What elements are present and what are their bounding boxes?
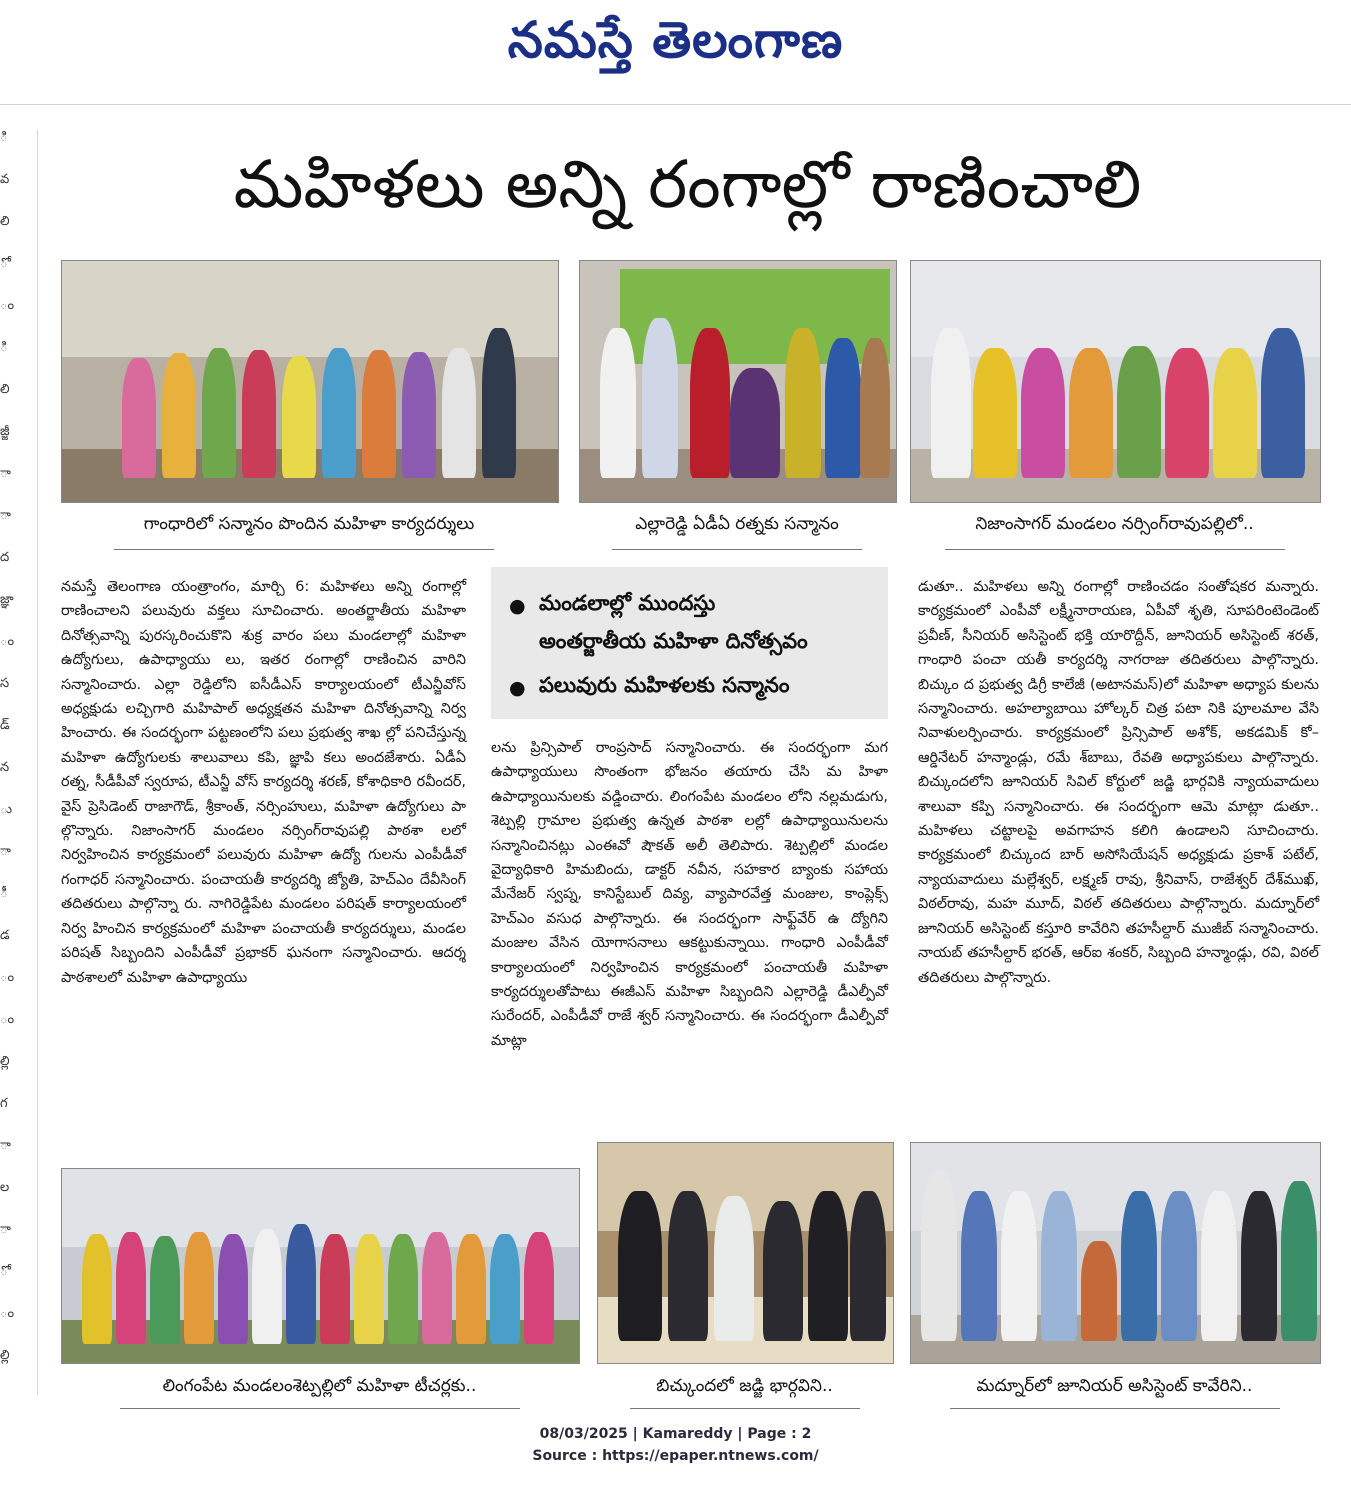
caption-bichkunda: బిచ్కుందలో జడ్జి భార్గవిని.. (656, 1376, 833, 1396)
masthead (0, 0, 1351, 105)
newspaper-title: నమస్తే తెలంగాణ (507, 10, 844, 69)
caption-rule (114, 549, 494, 550)
left-strip-adjacent-column (0, 130, 18, 1390)
photo-gandhari (61, 260, 559, 503)
left-strip-fragment: ా (0, 1138, 11, 1153)
highlight-line: అంతర్జాతీయ మహిళా దినోత్సవం (539, 629, 808, 653)
caption-nizamsagar: నిజాంసాగర్ మండలం నర్సింగ్‌రావుపల్లిలో.. (975, 514, 1254, 534)
left-strip-fragment: ం (0, 634, 15, 649)
left-strip-fragment: ు (0, 802, 13, 817)
photo-nizamsagar (910, 260, 1321, 503)
photo-ellareddy (579, 260, 897, 503)
headline: మహిళలు అన్ని రంగాల్లో రాణించాలి (233, 146, 1142, 223)
left-strip-fragment: లి (0, 214, 10, 229)
left-strip-fragment: స (0, 676, 10, 691)
left-strip-fragment: ద (0, 550, 10, 565)
caption-madnoor: మద్నూర్‌లో జూనియర్ అసిస్టెంట్ కావేరిని.. (976, 1376, 1253, 1396)
photo-madnoor (910, 1142, 1321, 1364)
left-strip-fragment: ా (0, 508, 11, 523)
article-text: నమస్తే తెలంగాణ యంత్రాంగం, మార్చి 6: మహిళలు అన్ని రంగాల్లో రాణించాలని పలువురు వక్తలు సూచించారు. అంతర్జాతీయ మహిళా దినోత్సవాన్ని పురస్కరించుకొని శుక్ర వారం పలు మండలాల్లో మహిళా ఉద్యోగులు, ఉపాధ్యాయు లు, ఇతర రంగాల్లో రాణించిన వారిని సన్మానించారు. ఎల్లా రెడ్డిలోని ఐసీడీఎస్ కార్యాలయంలో టీఎన్జీవోస్ అధ్యక్షుడు లచ్చిగారి మహిపాల్ అధ్యక్షతన మహిళా దినోత్సవాన్ని నిర్వ హించారు. ఈ సందర్భంగా పట్టణంలోని పలు ప్రభుత్వ శాఖ ల్లో పనిచేస్తున్న మహిళా ఉద్యోగులకు శాలువాలు కపి, జ్ఞాపి కలు అందజేశారు. ఏడీఏ రత్న, సీడీపీవో స్వరూప, టీఎన్జీ వోస్ కార్యదర్శి శరణ్, కోశాధికారి రవీందర్, వైస్ ప్రెసిడెంట్ రాజాగౌడ్, శ్రీకాంత్, నర్సింహులు, మహిళా ఉద్యోగులు పా ల్గొన్నారు. నిజాంసాగర్ మండలం నర్సింగ్‌రావుపల్లి పాఠశా లలో నిర్వహించిన కార్యక్రమంలో పలువురు మహిళా ఉద్యో గులను ఎంపీడీవో గంగాధర్ సన్మానించారు. పంచాయతీ కార్యదర్శి జ్యోతి, హెచ్ఎం దేవీసింగ్ తదితరులు పాల్గొన్నా రు. నాగిరెడ్డిపేట మండలం పరిషత్ కార్యాలయంలో నిర్వ హించిన కార్యక్రమంలో మహిళా పంచాయతీ కార్యదర్శులు, మండల పరిషత్ సిబ్బందిని ఎంపీడీవో ప్రభాకర్ ఘనంగా సన్మానించారు. ఆదర్శ పాఠశాలలో మహిళా ఉపాధ్యాయు (61, 579, 466, 986)
left-strip-fragment: ి (0, 340, 8, 355)
highlight-line: మండలాల్లో ముందస్తు (539, 591, 716, 615)
left-strip-fragment: ల (0, 1180, 10, 1195)
left-strip-fragment: ో (0, 1264, 8, 1279)
left-strip-fragment: ా (0, 1222, 11, 1237)
left-strip-fragment: ి (0, 130, 8, 145)
caption-gandhari: గాంధారిలో సన్మానం పొందిన మహిళా కార్యదర్శులు (143, 514, 475, 534)
left-strip-fragment: ా (0, 844, 11, 859)
caption-rule (612, 549, 862, 550)
caption-rule (945, 549, 1285, 550)
left-strip-fragment: లి (0, 382, 10, 397)
left-strip-fragment: ం (0, 298, 15, 313)
left-strip-fragment: జ్జీ (0, 424, 10, 439)
left-strip-fragment: ో (0, 256, 8, 271)
bullet-icon: ● (509, 595, 526, 617)
column-divider (37, 130, 38, 1395)
left-strip-fragment: డ్ (0, 718, 10, 733)
article-text: డుతూ.. మహిళలు అన్ని రంగాల్లో రాణించడం సంతోషకర మన్నారు. కార్యక్రమంలో ఎంపీవో లక్ష్మీనారాయణ, ఏపీవో శృతి, సూపరింటెండెంట్ ప్రవీణ్, సీనియర్ అసిస్టెంట్ భక్తి యారొద్దీన్, జూనియర్ అసిస్టెంట్ శరత్, గాంధారి పంచా యతీ కార్యదర్శి నాగరాజు తదితరులు పాల్గొన్నారు. బిచ్కుం ద ప్రభుత్వ డిగ్రీ కాలేజీ (అటానమస్)లో మహిళా అధ్యాప కులను సన్మానించారు. అహల్యాబాయి హోల్కర్ చిత్ర పటా నికి పూలమాల వేసి నివాళులర్పించారు. కార్యక్రమంలో ప్రిన్సిపాల్ అశోక్, అకడమిక్ కో–ఆర్డినేటర్ హన్మాండ్లు, రమే శ్‌బాబు, రేవతి అధ్యాపకులు పాల్గొన్నారు. బిచ్కుందలోని జూనియర్ సివిల్ కోర్టులో జడ్జి భార్గవికి న్యాయవాదులు శాలువా కప్పి సన్మానించారు. ఈ సందర్భంగా ఆమె మాట్లా డుతూ.. మహిళలు చట్టాలపై అవగాహన కలిగి ఉండాలని సూచించారు. కార్యక్రమంలో బిచ్కుంద బార్ అసోసియేషన్ అధ్యక్షుడు ప్రకాశ్ పటేల్, న్యాయవాదులు మల్లేశ్వర్, లక్ష్మణ్ రావు, శ్రీనివాస్, రాజేశ్వర్ దేశ్‌ముఖ్, విఠల్‌రావు, మహ మూద్, విఠల్ తదితరులు పాల్గొన్నారు. మద్నూర్‌లో జూనియర్ అసిస్టెంట్ కస్తూరి కావేరిని తహసీల్దార్ ముజీబ్ సన్మానించారు. నాయబ్ తహసీల్దార్ భరత్, ఆర్ఐ శంకర్, సిబ్బంది హన్మాండ్లు, రవి, విఠల్ తదితరులు పాల్గొన్నారు. (918, 579, 1319, 986)
left-strip-fragment: ీ (0, 886, 8, 901)
photo-lingampet (61, 1168, 580, 1364)
left-strip-fragment: ల్లి (0, 1054, 10, 1069)
footer-date-edition: 08/03/2025 | Kamareddy | Page : 2 (539, 1426, 812, 1442)
left-strip-fragment: ం (0, 1306, 15, 1321)
article-column-1 (61, 575, 466, 1130)
caption-ellareddy: ఎల్లారెడ్డి ఏడీఏ రత్నకు సన్మానం (635, 514, 839, 534)
photo-bichkunda (597, 1142, 894, 1364)
article-column-3 (918, 575, 1319, 1130)
left-strip-fragment: ం (0, 1012, 15, 1027)
left-strip-fragment: జ్ఞా (0, 592, 14, 607)
left-strip-fragment: వ (0, 172, 10, 187)
left-strip-fragment: డ (0, 928, 10, 943)
footer-source-link[interactable]: Source : https://epaper.ntnews.com/ (532, 1448, 819, 1464)
highlights-box (491, 567, 888, 719)
left-strip-fragment: ా (0, 466, 11, 481)
bullet-icon: ● (509, 677, 526, 699)
left-strip-fragment: న (0, 760, 10, 775)
article-column-2 (491, 736, 888, 1131)
left-strip-fragment: గ (0, 1096, 8, 1111)
caption-rule (950, 1408, 1280, 1409)
article-text: లను ప్రిన్సిపాల్ రాంప్రసాద్ సన్మానించారు. ఈ సందర్భంగా మగ ఉపాధ్యాయులు సొంతంగా భోజనం తయారు చేసి మ హిళా ఉపాధ్యాయినులకు వడ్డించారు. లింగంపేట మండలం లోని నల్లమడుగు, శెట్పల్లి గ్రామాల ప్రభుత్వ ఉన్నత పాఠశా లల్లో ఉపాధ్యాయినులను సన్మానించినట్లు ఎంఈవో షౌకత్ అలీ తెలిపారు. శెట్పల్లిలో మండల వైద్యాధికారి హిమబిందు, డాక్టర్ నవీన, సహకార బ్యాంకు సహాయ మేనేజర్ స్వప్న, కానిస్టేబుల్ దివ్య, వ్యాపారవేత్త మంజుల, కాంప్లెక్స్ హెచ్ఎం వసుధ పాల్గొన్నారు. ఈ సందర్భంగా సాఫ్ట్‌వేర్ ఉ ద్యోగిని మంజుల వేసిన యోగాసనాలు ఆకట్టుకున్నాయి. గాంధారి ఎంపీడీవో కార్యాలయంలో నిర్వహించిన కార్యక్రమంలో పంచాయతీ మహిళా కార్యదర్శులతోపాటు ఈజీఎస్ మహిళా సిబ్బందిని ఎల్లారెడ్డి డీఎల్పీవో సురేందర్, ఎంపీడీవో రాజే శ్వర్ సన్మానించారు. ఈ సందర్భంగా డీఎల్పీవో మాట్లా (491, 740, 888, 1049)
caption-lingampet: లింగంపేట మండలంశెట్పల్లిలో మహిళా టీచర్లకు.. (162, 1376, 477, 1396)
left-strip-fragment: ం (0, 970, 15, 985)
highlight-line: పలువురు మహిళలకు సన్మానం (539, 673, 790, 697)
caption-rule (630, 1408, 860, 1409)
caption-rule (120, 1408, 520, 1409)
left-strip-fragment: ల్లి (0, 1348, 10, 1363)
